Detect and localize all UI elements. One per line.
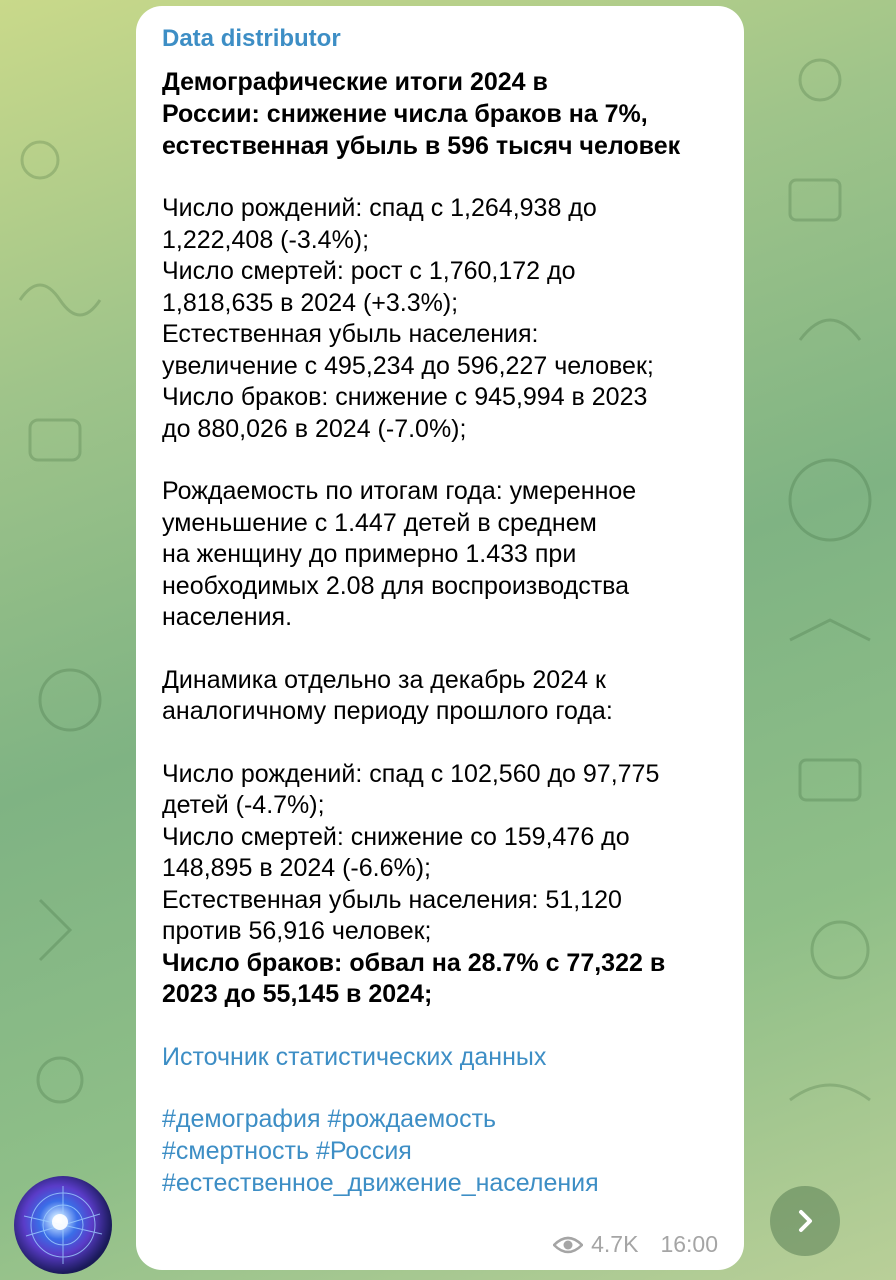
channel-avatar[interactable] [14, 1176, 112, 1274]
message-title: Демографические итоги 2024 в России: снижение числа браков на 7%, естественная убыль в 596 тысяч человек [162, 68, 681, 160]
source-link[interactable]: Источник статистических данных [162, 1042, 547, 1071]
chevron-right-icon [790, 1206, 820, 1236]
december-stats-paragraph: Число рождений: спад с 102,560 до 97,775 детей (-4.7%); Число смертей: снижение со 159,476 до 148,895 в 2024 (-6.6%); Естественная убыль населения: 51,120 против 56,916 человек; Число браков: обвал на 28.7% с 77,322 в 2023 до 55,145 в 2024; [162, 759, 724, 1011]
hashtag-demography[interactable]: #демография [162, 1104, 321, 1133]
message-bubble[interactable] [136, 6, 744, 1270]
hashtags [162, 1103, 724, 1199]
hashtag-russia[interactable]: #Россия [315, 1136, 412, 1165]
fertility-paragraph: Рождаемость по итогам года: умеренное уменьшение с 1.447 детей в среднем на женщину до примерно 1.433 при необходимых 2.08 для воспроизводства населения. [162, 477, 637, 631]
message-meta [553, 1231, 718, 1258]
marriages-highlight: Число браков: обвал на 28.7% с 77,322 в [162, 948, 666, 977]
avatar-brain-icon [14, 1176, 112, 1274]
sender-name[interactable]: Data distributor [162, 25, 341, 52]
hashtag-fertility[interactable]: #рождаемость [327, 1104, 497, 1133]
message-time: 16:00 [660, 1231, 718, 1257]
december-intro-paragraph: Динамика отдельно за декабрь 2024 к аналогичному периоду прошлого года: [162, 665, 613, 725]
hashtag-natural-movement[interactable]: #естественное_движение_населения [162, 1168, 599, 1197]
annual-stats-paragraph: Число рождений: спад с 1,264,938 до 1,222,408 (-3.4%); Число смертей: рост с 1,760,172 до 1,818,635 в 2024 (+3.3%); Естественная убыль населения: увеличение с 495,234 до 596,227 человек; Число браков: снижение с 945,994 в 2023 до 880,026 в 2024 (-7.0%); [162, 194, 654, 443]
hashtag-mortality[interactable]: #смертность [162, 1136, 309, 1165]
forward-button[interactable] [770, 1186, 840, 1256]
view-count: 4.7K [591, 1231, 639, 1257]
views-eye-icon [553, 1235, 583, 1255]
